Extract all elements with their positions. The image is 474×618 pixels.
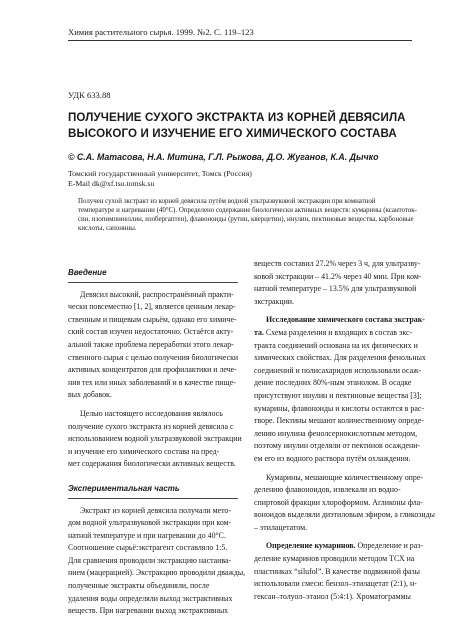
text-span: Определение и раз- [355, 541, 423, 551]
text-line: использовали смеси: бензол–этилацетат (2:1), н- [254, 579, 417, 589]
subsection-heading-coumarins: Определение кумаринов. [266, 541, 356, 551]
section-heading-experimental: Экспериментальная часть [68, 483, 180, 493]
text-span: Схема разделения и входящих в состав экс- [263, 327, 413, 337]
text-line: ственного сырья с целью получения биологически [68, 352, 239, 362]
text-line: натной температуре – 13.5% для ультразвуковой [254, 284, 417, 294]
authors: © С.А. Матасова, Н.А. Митина, Г.Л. Рыжова, Д.О. Жуганов, К.А. Дычко [68, 152, 379, 162]
title-line: ВЫСОКОГО И ИЗУЧЕНИЕ ЕГО ХИМИЧЕСКОГО СОСТАВА [68, 127, 397, 140]
text-line: воноидов выделяли диэтиловым эфиром, а гликозиды [254, 510, 435, 520]
text-line: ский состав изучен недостаточно. Остаётся акту- [68, 327, 234, 337]
abstract [78, 197, 417, 233]
text-line: ем его из водного раствора путём охлаждения. [254, 453, 411, 463]
text-line: использованием водной ультразвуковой экстракции [68, 434, 242, 444]
text-line: соединений и полисахаридов использовали осаж- [254, 365, 422, 375]
text-line: кумарины, флавоноиды и кислоты остаются в рас- [254, 403, 424, 413]
text-line: ственным и пищевым сырьём, однако его химиче- [68, 314, 237, 324]
text-line: творе. Пектины мешают количественному опреде- [254, 416, 424, 426]
text-line: пластинках “silufol”. В качестве подвижной фазы [254, 566, 420, 576]
left-column [68, 267, 246, 618]
text-line: поэтому инулин отделяли от пектинов осаждени- [254, 441, 421, 451]
text-line: полученные экстракты объединяли, после [68, 581, 210, 591]
text-line: мет содержания биологически активных веществ. [68, 459, 236, 469]
text-line: получение сухого экстракта из корней девясила с [68, 421, 234, 431]
text-line: Экстракт из корней девясила получали мето- [80, 505, 231, 515]
article-title [68, 110, 413, 142]
text-line: нием (мацерацией). Экстракцию проводили дважды, [68, 568, 246, 578]
text-line: удаления воды определяли выход экстрактивных [68, 593, 233, 603]
text-line: дом водной ультразвуковой экстракции при ком- [68, 518, 232, 528]
subsection-heading-chemistry: Исследование химического состава экстрак- [266, 315, 425, 325]
text-line: активных концентратов для профилактики и лече- [68, 365, 237, 375]
text-line: деление кумаринов проводили методом ТСХ на [254, 554, 415, 564]
text-line: тракта соединений основана на их физических и [254, 340, 418, 350]
text-line: веществ. При нагревании выход экстрактивных [68, 606, 229, 616]
text-line: делению флавоноидов, извлекали из водно- [254, 485, 401, 495]
text-line: альной также проблема переработки этого лекар- [68, 339, 234, 349]
abstract-line: Получен сухой экстракт из корней девясила путём водной ультразвуковой экстракции при комнатной [78, 198, 376, 205]
right-column [254, 258, 435, 603]
text-line: лению инулина фенолсернокислотным методом, [254, 428, 418, 438]
text-line [254, 327, 414, 340]
journal-header: Химия растительного сырья. 1999. №2. С. 119–123 [68, 27, 254, 37]
abstract-line: кислоты, сапонины. [78, 225, 137, 233]
text-line: и изучение его химического состава на пред- [68, 446, 220, 456]
text-line: Девясил высокий, распространённый практи- [80, 289, 234, 299]
udc-code: УДК 633.88 [68, 90, 111, 100]
title-line: ПОЛУЧЕНИЕ СУХОГО ЭКСТРАКТА ИЗ КОРНЕЙ ДЕВЯСИЛА [68, 111, 406, 124]
text-line: Для сравнения проводили экстракцию настаива- [68, 555, 232, 565]
text-line [254, 540, 423, 553]
text-line: вых добавок. [68, 390, 112, 400]
text-line: гексан–толуол–этанол (5:4:1). Хроматограммы [254, 591, 411, 601]
abstract-line: син, изопимпинеллин, изобергаптен), флавоноиды (рутин, кверцетин), инулин, пектиновые вещества, карбоновые [78, 216, 414, 224]
text-line: чески повсеместно [1, 2], является ценным лекар- [68, 302, 236, 312]
text-line: химических свойствах. Для разделения фенольных [254, 353, 426, 363]
text-line: веществ составил 27.2% через 3 ч, для ультразву- [254, 259, 421, 268]
affiliation-block [68, 169, 413, 189]
email[interactable]: E-Mail dk@xf.tsu.tomsk.su [68, 179, 155, 188]
text-line: дение последних 80%-ным этанолом. В осадке [254, 378, 412, 388]
text-line: ния тех или иных заболеваний и в качестве пище- [68, 377, 236, 387]
text-line: спиртовой фракции хлороформом. Агликоны фла- [254, 497, 423, 507]
text-line: Целью настоящего исследования являлось [80, 408, 223, 418]
section-heading-intro: Введение [68, 268, 107, 277]
text-line: Соотношение сырьё:экстрагент составляло 1:5. [68, 543, 228, 553]
header-divider [68, 40, 412, 41]
affiliation: Томский государственный университет, Томск (Россия) [68, 169, 252, 178]
text-line: натной температуре и при нагревании до 40°С. [68, 530, 226, 540]
abstract-line: температуре и нагревании (40°С). Определено содержание биологически активных веществ: кумарины (ксантоток- [78, 207, 417, 215]
text-line: – этилацетатом. [254, 522, 308, 532]
text-line: экстракции. [254, 296, 294, 306]
text-line: Кумарины, мешающие количественному опре- [266, 472, 423, 482]
text-line: присутствуют инулин и пектиновые вещества [3]; [254, 390, 422, 400]
heading-continuation: та. [254, 327, 264, 337]
text-line: ковой экстракции – 41.2% через 40 мин. При ком- [254, 271, 422, 281]
